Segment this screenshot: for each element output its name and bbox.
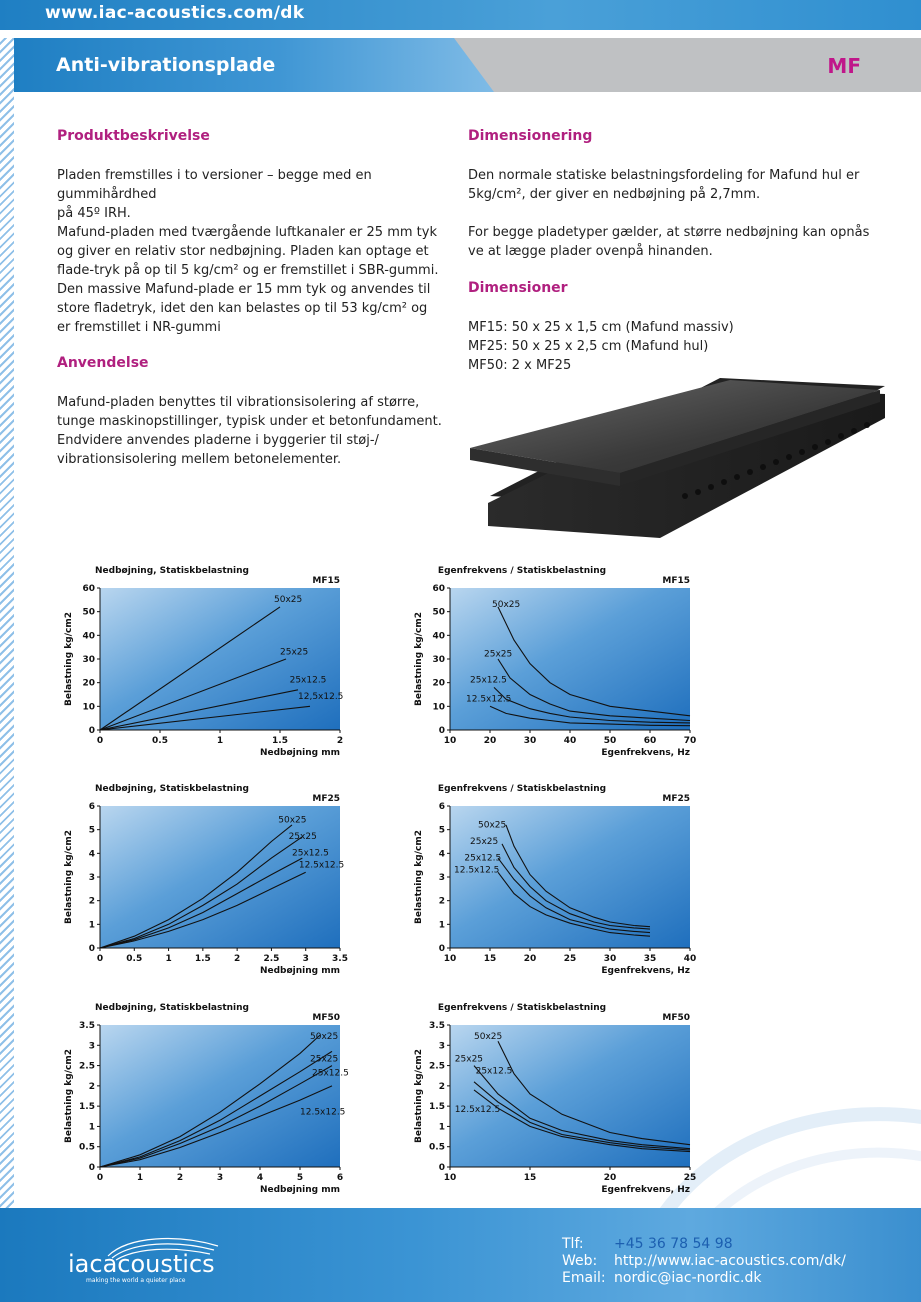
- y-tick-label: 0: [438, 944, 445, 954]
- x-tick-label: 15: [523, 1173, 537, 1183]
- plot-area: [100, 806, 340, 948]
- x-tick-label: 1: [216, 736, 224, 746]
- x-tick-label: 20: [603, 1173, 617, 1183]
- series-label: 25x25: [470, 836, 499, 847]
- y-tick-label: 60: [432, 584, 445, 594]
- y-tick-label: 1: [88, 920, 95, 931]
- top-bar: [0, 0, 921, 30]
- x-tick-label: 4: [256, 1173, 264, 1183]
- y-tick-label: 2.5: [429, 1061, 445, 1072]
- y-tick-label: 3.5: [79, 1021, 95, 1031]
- y-tick-label: 30: [82, 655, 95, 665]
- series-label: 25x12.5: [464, 853, 502, 864]
- x-tick-label: 30: [603, 954, 617, 964]
- x-axis-label: Nedbøjning mm: [259, 966, 340, 976]
- site-url[interactable]: www.iac-acoustics.com/dk: [45, 3, 305, 23]
- y-tick-label: 20: [82, 678, 95, 689]
- text-line: Mafund-pladen benyttes til vibrationsisolering af større,: [57, 395, 420, 410]
- title-bar: [14, 38, 921, 92]
- chart-mf25-deflection: [55, 778, 355, 983]
- text-line: Mafund-pladen med tværgående luftkanaler er 25 mm tyk: [57, 225, 437, 240]
- contact-info: Tlf: +45 36 78 54 98 Web: http://www.iac-acoustics.com/dk/ Email: nordic@iac-nordic.dk: [562, 1236, 846, 1286]
- chart-mf50-frequency: [405, 997, 705, 1202]
- y-tick-label: 1: [438, 920, 445, 931]
- website-link[interactable]: http://www.iac-acoustics.com/dk/: [614, 1253, 846, 1269]
- decorative-stripe: [0, 0, 14, 1302]
- text-line: Den massive Mafund-plade er 15 mm tyk og anvendes til: [57, 282, 431, 297]
- x-tick-label: 70: [683, 736, 697, 746]
- x-tick-label: 2: [176, 1173, 184, 1183]
- y-tick-label: 2: [438, 896, 445, 907]
- x-tick-label: 25: [563, 954, 577, 964]
- series-label: 12.5x12.5: [466, 694, 512, 705]
- x-axis-label: Egenfrekvens, Hz: [601, 966, 690, 976]
- y-tick-label: 2: [88, 896, 95, 907]
- text-line: tunge maskinopstillinger, typisk under et betonfundament.: [57, 414, 442, 429]
- x-tick-label: 0: [96, 736, 104, 746]
- chart-title: Nedbøjning, Statiskbelastning: [95, 1003, 249, 1013]
- y-tick-label: 5: [438, 825, 445, 836]
- chart-title: Nedbøjning, Statiskbelastning: [95, 566, 249, 576]
- y-tick-label: 10: [82, 702, 95, 713]
- series-label: 25x25: [454, 1054, 484, 1065]
- y-axis-label: Belastning kg/cm2: [64, 612, 74, 706]
- y-tick-label: 40: [82, 631, 95, 642]
- series-label: 25x25: [310, 1054, 339, 1065]
- x-tick-label: 20: [523, 954, 537, 964]
- text-line: gummihårdhed: [57, 187, 157, 202]
- x-axis-label: Egenfrekvens, Hz: [601, 1185, 690, 1195]
- series-label: 25x12.5: [292, 848, 329, 859]
- y-tick-label: 2: [88, 1081, 95, 1092]
- chart-title: Egenfrekvens / Statiskbelastning: [437, 566, 607, 576]
- series-label: 25x25: [280, 647, 309, 658]
- x-tick-label: 1.5: [194, 954, 211, 964]
- series-label: 12.5x12.5: [300, 1107, 346, 1118]
- y-tick-label: 50: [432, 607, 445, 618]
- y-tick-label: 3: [88, 1041, 95, 1052]
- y-tick-label: 4: [438, 849, 445, 860]
- x-tick-label: 0: [96, 1173, 104, 1183]
- x-tick-label: 20: [483, 736, 497, 746]
- y-tick-label: 3.5: [429, 1021, 445, 1031]
- chart-title: Egenfrekvens / Statiskbelastning: [437, 1003, 607, 1013]
- series-label: 12,5x12.5: [298, 692, 344, 703]
- x-tick-label: 10: [443, 1173, 457, 1183]
- y-tick-label: 0: [88, 726, 95, 736]
- series-label: 12.5x12.5: [298, 860, 345, 871]
- chart-tag: MF15: [662, 576, 690, 586]
- plot-area: [100, 1025, 340, 1167]
- text-line: flade-tryk på op til 5 kg/cm² og er fremstillet i SBR-gummi.: [57, 263, 439, 278]
- chart-title: Egenfrekvens / Statiskbelastning: [437, 784, 607, 794]
- x-tick-label: 50: [603, 736, 617, 746]
- x-tick-label: 6: [336, 1173, 344, 1183]
- page-title: Anti-vibrationsplade: [56, 54, 276, 76]
- text-line: ve at lægge plader ovenpå hinanden.: [468, 244, 713, 259]
- series-label: 25x12.5: [475, 1066, 513, 1077]
- x-tick-label: 35: [643, 954, 657, 964]
- y-tick-label: 6: [438, 802, 445, 812]
- chart-tag: MF25: [662, 794, 690, 804]
- text-line: Endvidere anvendes pladerne i byggerier til støj-/: [57, 433, 379, 448]
- logo-text: iacacoustics: [68, 1250, 215, 1278]
- chart-mf50-deflection: [55, 997, 355, 1202]
- text-line: MF15: 50 x 25 x 1,5 cm (Mafund massiv): [468, 320, 734, 335]
- y-tick-label: 3: [438, 1041, 445, 1052]
- y-tick-label: 0: [438, 726, 445, 736]
- heading-dimensionering: Dimensionering: [468, 128, 593, 144]
- y-tick-label: 60: [82, 584, 95, 594]
- chart-mf15-deflection: [55, 560, 355, 765]
- y-tick-label: 0.5: [429, 1142, 445, 1153]
- chart-title: Nedbøjning, Statiskbelastning: [95, 784, 249, 794]
- x-tick-label: 30: [523, 736, 537, 746]
- y-tick-label: 20: [432, 678, 445, 689]
- y-tick-label: 0.5: [79, 1142, 95, 1153]
- y-tick-label: 6: [88, 802, 95, 812]
- text-line: store fladetryk, idet den kan belastes op til 53 kg/cm² og: [57, 301, 428, 316]
- y-tick-label: 4: [88, 849, 95, 860]
- x-tick-label: 0.5: [152, 736, 168, 746]
- heading-dimensioner: Dimensioner: [468, 280, 568, 296]
- x-tick-label: 2: [336, 736, 344, 746]
- y-axis-label: Belastning kg/cm2: [414, 830, 424, 924]
- x-tick-label: 2.5: [263, 954, 280, 964]
- series-label: 50x25: [278, 815, 307, 826]
- series-label: 50x25: [474, 1032, 503, 1043]
- y-tick-label: 50: [82, 607, 95, 618]
- series-label: 50x25: [310, 1032, 339, 1043]
- series-label: 50x25: [478, 820, 507, 831]
- x-tick-label: 1.5: [272, 736, 288, 746]
- x-tick-label: 1: [136, 1173, 144, 1183]
- rubber-plate-image: [470, 378, 890, 548]
- y-tick-label: 10: [432, 702, 445, 713]
- chart-tag: MF50: [312, 1013, 340, 1023]
- y-tick-label: 1.5: [79, 1102, 95, 1113]
- chart-mf25-frequency: [405, 778, 705, 983]
- dimensionering-text-2: [468, 223, 888, 261]
- x-tick-label: 2: [234, 954, 241, 964]
- x-tick-label: 60: [643, 736, 657, 746]
- x-axis-label: Nedbøjning mm: [259, 748, 340, 758]
- chart-tag: MF50: [662, 1013, 690, 1023]
- text-line: vibrationsisolering mellem betonelementer.: [57, 452, 342, 467]
- y-tick-label: 3: [88, 873, 95, 883]
- y-axis-label: Belastning kg/cm2: [64, 830, 74, 924]
- x-tick-label: 3.5: [332, 954, 348, 964]
- x-tick-label: 40: [683, 954, 697, 964]
- series-label: 25x25: [484, 649, 513, 660]
- x-tick-label: 10: [443, 736, 457, 746]
- series-label: 50x25: [492, 599, 521, 610]
- y-tick-label: 3: [438, 873, 445, 883]
- x-tick-label: 10: [443, 954, 457, 964]
- y-tick-label: 0: [88, 944, 95, 954]
- y-axis-label: Belastning kg/cm2: [414, 1049, 424, 1143]
- y-tick-label: 40: [432, 631, 445, 642]
- x-tick-label: 15: [483, 954, 497, 964]
- footer: [0, 1208, 921, 1302]
- y-tick-label: 2: [438, 1081, 445, 1092]
- y-tick-label: 1.5: [429, 1102, 445, 1113]
- text-line: på 45º IRH.: [57, 206, 131, 221]
- chart-tag: MF25: [312, 794, 340, 804]
- chart-tag: MF15: [312, 576, 340, 586]
- y-axis-label: Belastning kg/cm2: [64, 1049, 74, 1143]
- email-link[interactable]: nordic@iac-nordic.dk: [614, 1270, 762, 1286]
- y-axis-label: Belastning kg/cm2: [414, 612, 424, 706]
- text-line: er fremstillet i NR-gummi: [57, 320, 221, 335]
- y-tick-label: 30: [432, 655, 445, 665]
- x-tick-label: 3: [302, 954, 309, 964]
- heading-anvendelse: Anvendelse: [57, 355, 149, 371]
- logo-tagline: making the world a quieter place: [86, 1277, 186, 1284]
- product-code: MF: [827, 54, 861, 78]
- plot-area: [100, 588, 340, 730]
- series-label: 12.5x12.5: [454, 1105, 501, 1116]
- x-tick-label: 0.5: [126, 954, 143, 964]
- x-axis-label: Egenfrekvens, Hz: [601, 748, 690, 758]
- text-line: Den normale statiske belastningsfordeling for Mafund hul er: [468, 168, 860, 183]
- x-axis-label: Nedbøjning mm: [259, 1185, 340, 1195]
- series-label: 50x25: [274, 595, 303, 606]
- x-tick-label: 25: [683, 1173, 697, 1183]
- x-tick-label: 5: [296, 1173, 304, 1183]
- text-line: MF50: 2 x MF25: [468, 358, 572, 373]
- y-tick-label: 1: [438, 1122, 445, 1133]
- series-label: 25x25: [288, 832, 317, 843]
- text-line: og giver en relativ stor nedbøjning. Pladen kan optage et: [57, 244, 429, 259]
- text-line: Pladen fremstilles i to versioner – begge med en: [57, 168, 372, 183]
- text-line: 5kg/cm², der giver en nedbøjning på 2,7mm.: [468, 187, 761, 202]
- y-tick-label: 1: [88, 1122, 95, 1133]
- dimensioner-list: [468, 318, 888, 375]
- y-tick-label: 0: [88, 1163, 95, 1173]
- x-tick-label: 40: [563, 736, 577, 746]
- produkt-text: [57, 166, 447, 337]
- y-tick-label: 0: [438, 1163, 445, 1173]
- chart-mf15-frequency: [405, 560, 705, 765]
- iac-logo: [68, 1234, 238, 1286]
- text-line: For begge pladetyper gælder, at større nedbøjning kan opnås: [468, 225, 870, 240]
- anvendelse-text: [57, 393, 447, 469]
- dimensionering-text: [468, 166, 888, 204]
- x-tick-label: 3: [216, 1173, 224, 1183]
- series-label: 25x12.5: [289, 675, 327, 686]
- series-label: 25x12.5: [470, 675, 507, 686]
- y-tick-label: 2.5: [79, 1061, 95, 1072]
- y-tick-label: 5: [88, 825, 95, 836]
- series-label: 12.5x12.5: [454, 865, 500, 876]
- text-line: MF25: 50 x 25 x 2,5 cm (Mafund hul): [468, 339, 709, 354]
- x-tick-label: 1: [165, 954, 172, 964]
- heading-produktbeskrivelse: Produktbeskrivelse: [57, 128, 210, 144]
- x-tick-label: 0: [96, 954, 104, 964]
- series-label: 25x12.5: [312, 1068, 349, 1079]
- phone[interactable]: +45 36 78 54 98: [614, 1236, 733, 1252]
